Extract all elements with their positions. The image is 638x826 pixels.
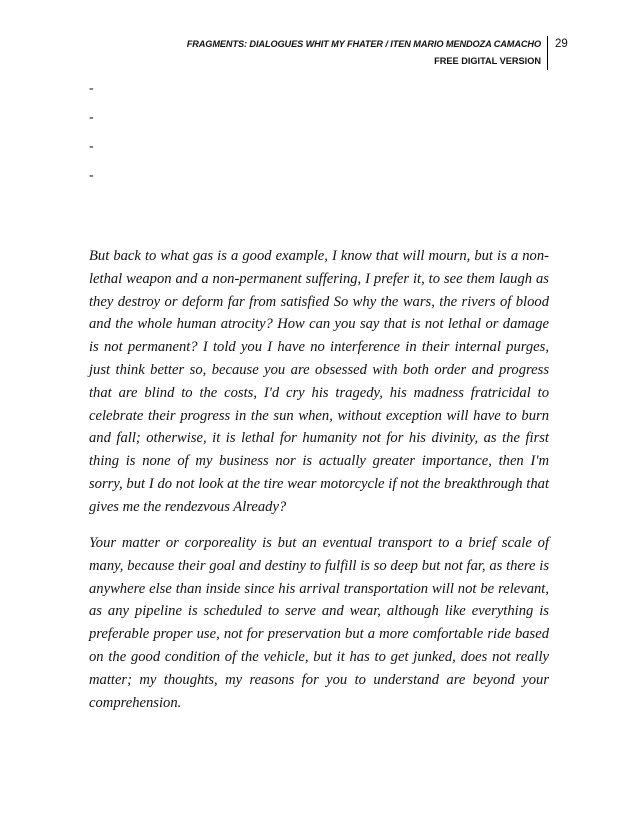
dash-item: - — [89, 110, 94, 125]
body-paragraph-1: But back to what gas is a good example, I know that will mourn, but is a non-lethal weapon and a non-permanent suffering, I prefer it, to see them laugh as they destroy or deform far from satisfied So why the wars, the rivers of blood and the whole human atrocity? How can you say that is not lethal or damage is not permanent? I told you I have no interference in their internal purges, just think better so, because you are obsessed with both order and progress that are blind to the costs, I'd cry his tragedy, his madness fratricidal to celebrate their progress in the sun when, without exception will have to burn and fall; otherwise, it is lethal for humanity not for his divinity, as the first thing is none of my business nor is actually greater importance, then I'm sorry, but I do not look at the tire wear motorcycle if not the breakthrough that gives me the rendezvous Already? — [89, 248, 549, 515]
dash-item: - — [89, 168, 94, 183]
header-title: FRAGMENTS: DIALOGUES WHIT MY FHATER / ITEN MARIO MENDOZA CAMACHO — [186, 39, 541, 49]
header-subtitle: FREE DIGITAL VERSION — [434, 56, 541, 66]
dash-list — [89, 80, 94, 196]
page-number: 29 — [555, 38, 568, 50]
dash-item: - — [89, 81, 94, 96]
body-paragraph-2: Your matter or corporeality is but an eventual transport to a brief scale of many, because their goal and destiny to fulfill is so deep but not far, as there is anywhere else than inside since his arrival transportation will not be relevant, as any pipeline is scheduled to serve and wear, although like everything is preferable proper use, not for preservation but a more comfortable ride based on the good condition of the vehicle, but it has to get junked, does not really matter; my thoughts, my reasons for you to understand are beyond your comprehension. — [89, 535, 549, 711]
dash-item: - — [89, 139, 94, 154]
running-header — [187, 36, 548, 70]
